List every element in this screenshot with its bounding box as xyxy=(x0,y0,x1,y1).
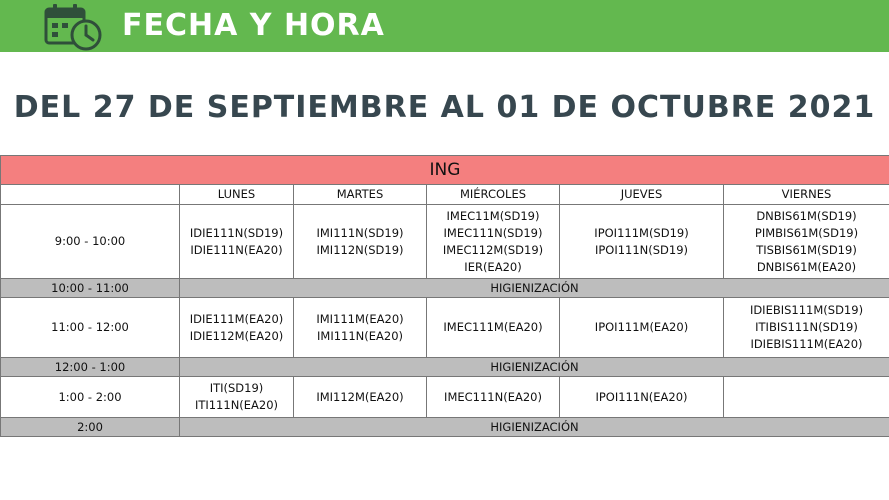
class-cell xyxy=(427,377,560,418)
class-cell xyxy=(294,205,427,279)
class-code: IMI112M(EA20) xyxy=(316,389,404,404)
break-label: HIGIENIZACIÓN xyxy=(180,358,889,377)
class-code: IMEC111N(EA20) xyxy=(444,389,542,404)
class-cell xyxy=(560,377,724,418)
class-code: IPOI111N(SD19) xyxy=(594,242,689,257)
class-cell xyxy=(180,298,294,358)
break-label: HIGIENIZACIÓN xyxy=(180,279,889,298)
class-code: DNBIS61M(SD19) xyxy=(756,208,857,223)
group-row xyxy=(1,156,889,185)
day-header-cell: MARTES xyxy=(294,185,427,205)
class-code: IDIE111N(SD19) xyxy=(189,225,284,240)
class-code: ITIBIS111N(SD19) xyxy=(755,320,858,334)
table-row xyxy=(1,298,889,358)
class-code: IMEC111N(SD19) xyxy=(443,225,543,240)
class-code: IER(EA20) xyxy=(464,259,522,274)
class-code: PIMBIS61M(SD19) xyxy=(754,225,859,240)
class-cell xyxy=(294,377,427,418)
class-code: IMI111M(EA20) xyxy=(316,311,404,326)
class-code: IPOI111M(SD19) xyxy=(594,225,689,240)
class-code: IDIEBIS111M(SD19) xyxy=(749,303,864,317)
class-code: IMI112N(SD19) xyxy=(316,242,404,257)
table-row xyxy=(1,205,889,279)
class-code: IMEC111M(EA20) xyxy=(443,320,543,334)
class-cell xyxy=(560,205,724,279)
schedule-table xyxy=(0,155,889,437)
class-code: ITI(SD19) xyxy=(209,381,264,395)
time-cell: 2:00 xyxy=(1,418,180,437)
class-cell xyxy=(724,377,889,418)
day-header-cell: LUNES xyxy=(180,185,294,205)
calendar-clock-icon xyxy=(42,2,106,52)
class-cell xyxy=(427,205,560,279)
break-row xyxy=(1,358,889,377)
class-cell xyxy=(724,298,889,358)
time-header-cell xyxy=(1,185,180,205)
class-code: IMEC112M(SD19) xyxy=(442,242,544,257)
class-code: TISBIS61M(SD19) xyxy=(756,242,857,257)
class-code: ITI111N(EA20) xyxy=(194,398,279,412)
day-header-cell: MIÉRCOLES xyxy=(427,185,560,205)
time-cell: 10:00 - 11:00 xyxy=(1,279,180,298)
group-label: ING xyxy=(1,156,889,185)
class-cell xyxy=(180,205,294,279)
class-code: IMI111N(SD19) xyxy=(316,225,404,240)
table-row xyxy=(1,377,889,418)
class-code: DNBIS61M(EA20) xyxy=(756,259,857,274)
class-code: IMEC11M(SD19) xyxy=(446,208,540,223)
page-title: FECHA Y HORA xyxy=(122,8,385,43)
class-cell xyxy=(180,377,294,418)
class-code: IPOI111N(EA20) xyxy=(595,389,688,404)
class-cell xyxy=(427,298,560,358)
class-cell xyxy=(560,298,724,358)
break-row xyxy=(1,418,889,437)
class-cell xyxy=(294,298,427,358)
time-cell: 12:00 - 1:00 xyxy=(1,358,180,377)
time-cell: 11:00 - 12:00 xyxy=(1,298,180,358)
class-code: IMI111N(EA20) xyxy=(317,328,403,343)
date-range-subtitle: DEL 27 DE SEPTIEMBRE AL 01 DE OCTUBRE 2021 xyxy=(13,90,876,125)
time-cell: 1:00 - 2:00 xyxy=(1,377,180,418)
break-label: HIGIENIZACIÓN xyxy=(180,418,889,437)
class-code: IDIEBIS111M(EA20) xyxy=(750,337,863,351)
time-cell: 9:00 - 10:00 xyxy=(1,205,180,279)
class-code: IDIE111M(EA20) xyxy=(189,311,284,326)
class-code: IDIE112M(EA20) xyxy=(189,328,284,343)
class-cell xyxy=(724,205,889,279)
header-banner xyxy=(0,0,889,52)
day-header-row xyxy=(1,185,889,205)
class-code: IPOI111M(EA20) xyxy=(594,320,689,334)
break-row xyxy=(1,279,889,298)
day-header-cell: VIERNES xyxy=(724,185,889,205)
day-header-cell: JUEVES xyxy=(560,185,724,205)
class-code: IDIE111N(EA20) xyxy=(190,242,283,257)
